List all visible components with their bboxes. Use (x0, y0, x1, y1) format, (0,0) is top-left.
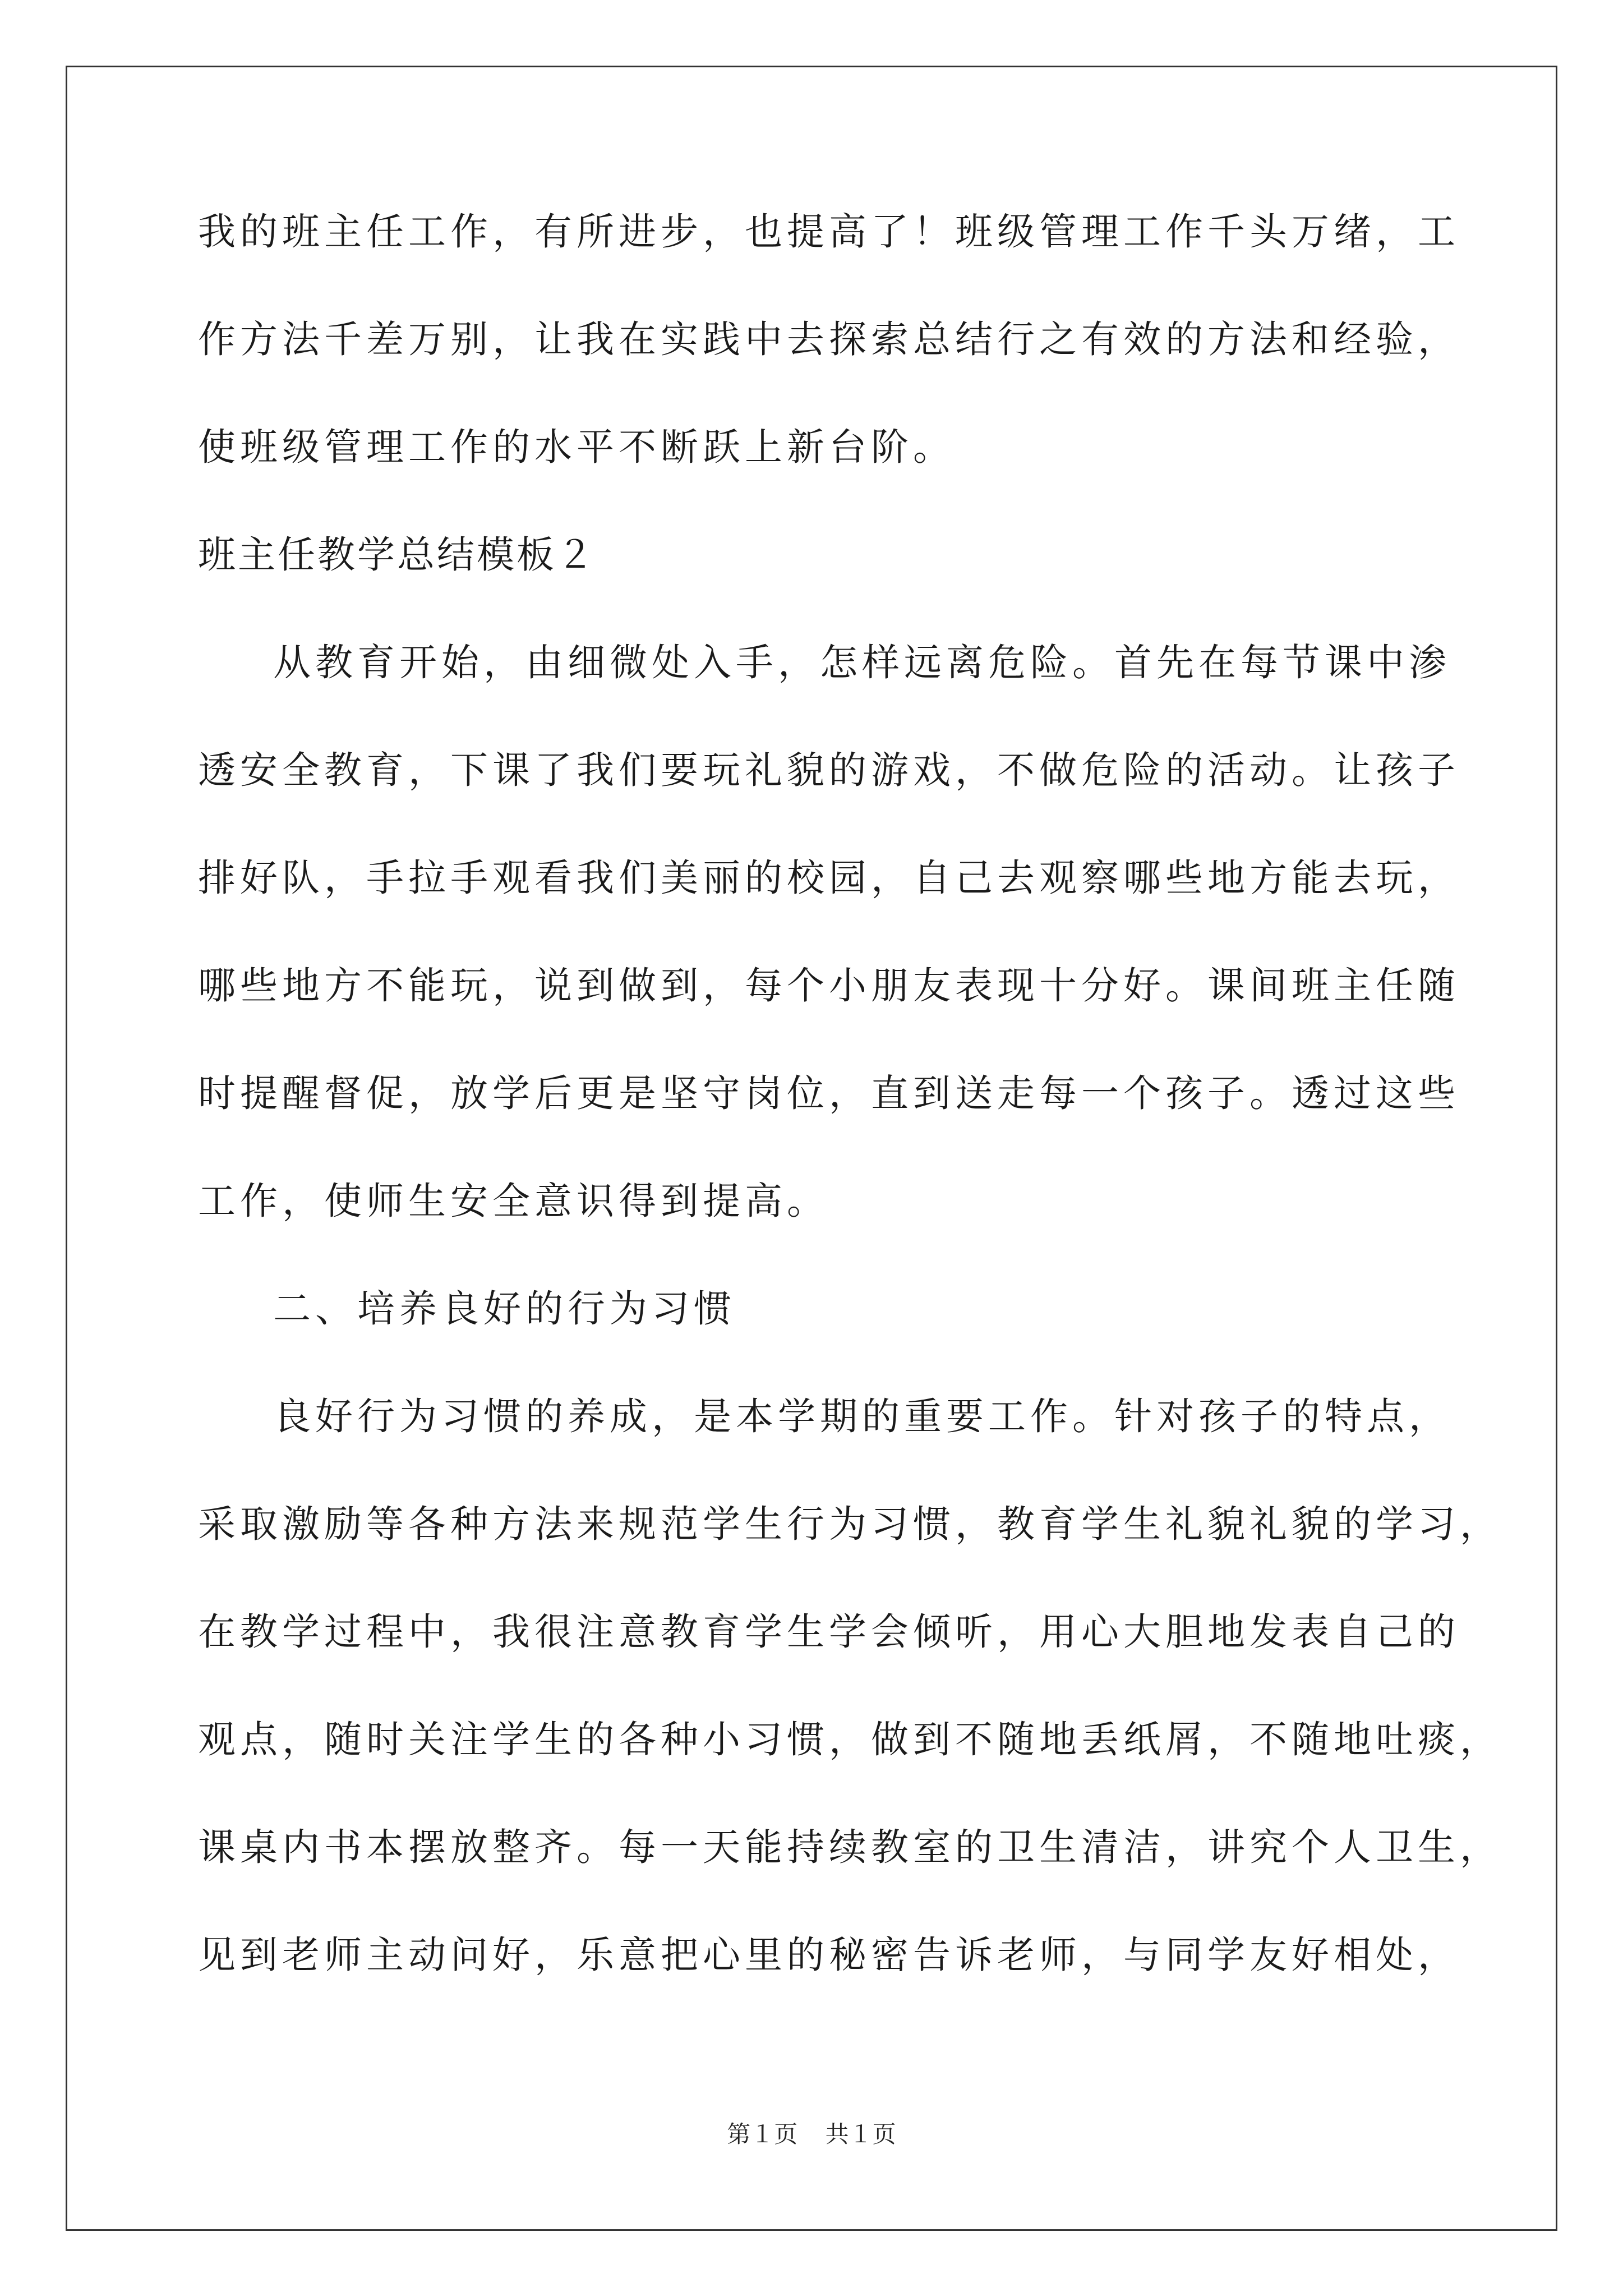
page-footer (0, 2120, 1623, 2148)
text-line: 使班级管理工作的水平不断跃上新台阶。 (198, 425, 955, 469)
text-line: 哪些地方不能玩，说到做到，每个小朋友表现十分好。课间班主任随 (198, 964, 1460, 1007)
text-line: 采取激励等各种方法来规范学生行为习惯，教育学生礼貌礼貌的学习， (198, 1502, 1502, 1546)
document-body (198, 210, 1502, 2044)
text-line: 观点，随时关注学生的各种小习惯，做到不随地丢纸屑，不随地吐痰， (198, 1718, 1502, 1761)
page-number: 第１页 (727, 2120, 798, 2148)
text-line: 作方法千差万别，让我在实践中去探索总结行之有效的方法和经验， (198, 318, 1460, 361)
text-line: 时提醒督促，放学后更是坚守岗位，直到送走每一个孩子。透过这些 (198, 1071, 1460, 1115)
paragraph-1 (198, 210, 1488, 469)
subheading: 二、培养良好的行为习惯 (273, 1287, 736, 1331)
text-line: 良好行为习惯的养成，是本学期的重要工作。针对孩子的特点， (273, 1395, 1451, 1438)
text-line: 课桌内书本摆放整齐。每一天能持续教室的卫生清洁，讲究个人卫生， (198, 1825, 1502, 1869)
text-line: 透安全教育，下课了我们要玩礼貌的游戏，不做危险的活动。让孩子 (198, 748, 1460, 792)
paragraph-2 (198, 641, 1488, 1223)
section-heading: 班主任教学总结模板２ (198, 533, 596, 577)
text-line: 从教育开始，由细微处入手，怎样远离危险。首先在每节课中渗 (273, 641, 1451, 684)
text-line: 在教学过程中，我很注意教育学生学会倾听，用心大胆地发表自己的 (198, 1610, 1460, 1654)
paragraph-3 (198, 1395, 1502, 1977)
text-line: 工作，使师生安全意识得到提高。 (198, 1179, 829, 1223)
text-line: 我的班主任工作，有所进步，也提高了！班级管理工作千头万绪，工 (198, 210, 1460, 254)
page-total: 共１页 (825, 2120, 896, 2148)
text-line: 见到老师主动问好，乐意把心里的秘密告诉老师，与同学友好相处， (198, 1933, 1460, 1977)
text-line: 排好队，手拉手观看我们美丽的校园，自己去观察哪些地方能去玩， (198, 856, 1460, 900)
